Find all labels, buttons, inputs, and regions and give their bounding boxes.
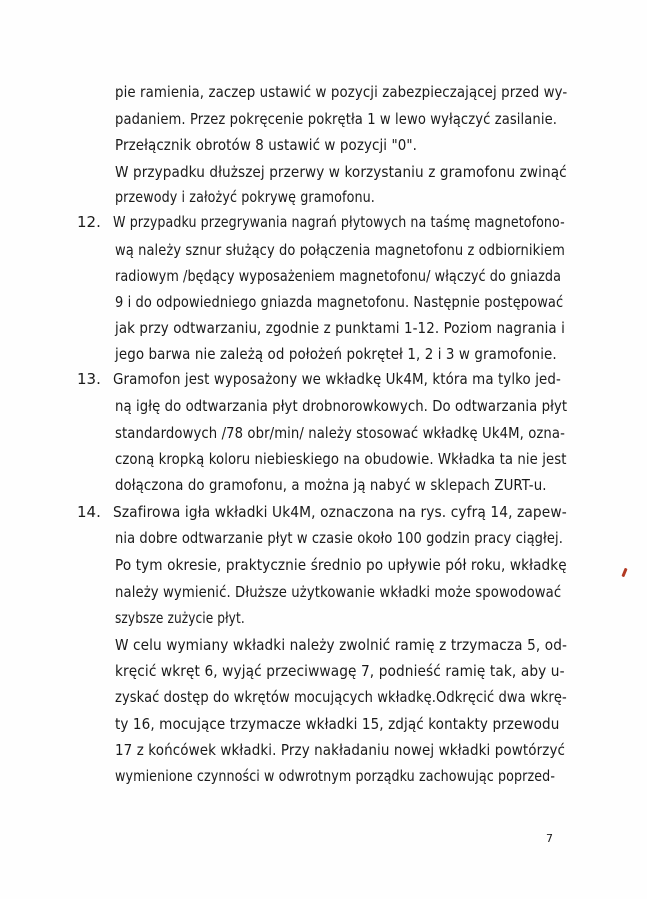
text-line: W celu wymiany wkładki należy zwolnić ramię z trzymacza 5, od- bbox=[115, 636, 567, 654]
text-line: 17 z końcówek wkładki. Przy nakładaniu nowej wkładki powtórzyć bbox=[115, 741, 566, 759]
text-line: zyskać dostęp do wkrętów mocujących wkładkę.Odkręcić dwa wkrę- bbox=[115, 688, 567, 706]
text-line: dołączona do gramofonu, a można ją nabyć w sklepach ZURT-u. bbox=[115, 476, 547, 494]
section-number: 13. bbox=[77, 370, 101, 388]
text-line: wą należy sznur służący do połączenia magnetofonu z odbiornikiem bbox=[115, 241, 565, 259]
text-line: Gramofon jest wyposażony we wkładkę Uk4M, która ma tylko jed- bbox=[113, 370, 561, 388]
text-line: standardowych /78 obr/min/ należy stosować wkładkę Uk4M, ozna- bbox=[115, 424, 565, 442]
text-line: jak przy odtwarzaniu, zgodnie z punktami 1-12. Poziom nagrania i bbox=[115, 319, 565, 337]
text-line: W przypadku przegrywania nagrań płytowych na taśmę magnetofono- bbox=[113, 213, 565, 231]
text-line: czoną kropką koloru niebieskiego na obudowie. Wkładka ta nie jest bbox=[115, 450, 567, 468]
text-line: Po tym okresie, praktycznie średnio po upływie pół roku, wkładkę bbox=[115, 556, 567, 574]
text-line: wymienione czynności w odwrotnym porządku zachowując poprzed- bbox=[115, 767, 555, 785]
text-line: kręcić wkręt 6, wyjąć przeciwwagę 7, podnieść ramię tak, aby u- bbox=[115, 662, 565, 680]
text-line: pie ramienia, zaczep ustawić w pozycji zabezpieczającej przed wy- bbox=[115, 83, 568, 101]
pen-mark bbox=[621, 568, 627, 577]
text-line: W przypadku dłuższej przerwy w korzystaniu z gramofonu zwinąć bbox=[115, 163, 567, 181]
text-line: przewody i założyć pokrywę gramofonu. bbox=[115, 188, 375, 206]
text-line: ną igłę do odtwarzania płyt drobnorowkowych. Do odtwarzania płyt bbox=[115, 397, 568, 415]
text-line: nia dobre odtwarzanie płyt w czasie około 100 godzin pracy ciągłej. bbox=[115, 529, 563, 547]
section-number: 14. bbox=[77, 503, 101, 521]
text-line: Przełącznik obrotów 8 ustawić w pozycji "0". bbox=[115, 136, 418, 154]
text-line: padaniem. Przez pokręcenie pokrętła 1 w lewo wyłączyć zasilanie. bbox=[115, 110, 558, 128]
page-number: 7 bbox=[546, 832, 553, 845]
text-line: należy wymienić. Dłuższe użytkowanie wkładki może spowodować bbox=[115, 583, 562, 601]
text-line: ty 16, mocujące trzymacze wkładki 15, zdjąć kontakty przewodu bbox=[115, 715, 560, 733]
text-line: Szafirowa igła wkładki Uk4M, oznaczona na rys. cyfrą 14, zapew- bbox=[113, 503, 567, 521]
text-line: szybsze zużycie płyt. bbox=[115, 609, 245, 627]
text-line: radiowym /będący wyposażeniem magnetofonu/ włączyć do gniazda bbox=[115, 267, 562, 285]
text-line: 9 i do odpowiedniego gniazda magnetofonu. Następnie postępować bbox=[115, 293, 564, 311]
section-number: 12. bbox=[77, 213, 101, 231]
text-line: jego barwa nie zależą od położeń pokręteł 1, 2 i 3 w gramofonie. bbox=[115, 345, 557, 363]
